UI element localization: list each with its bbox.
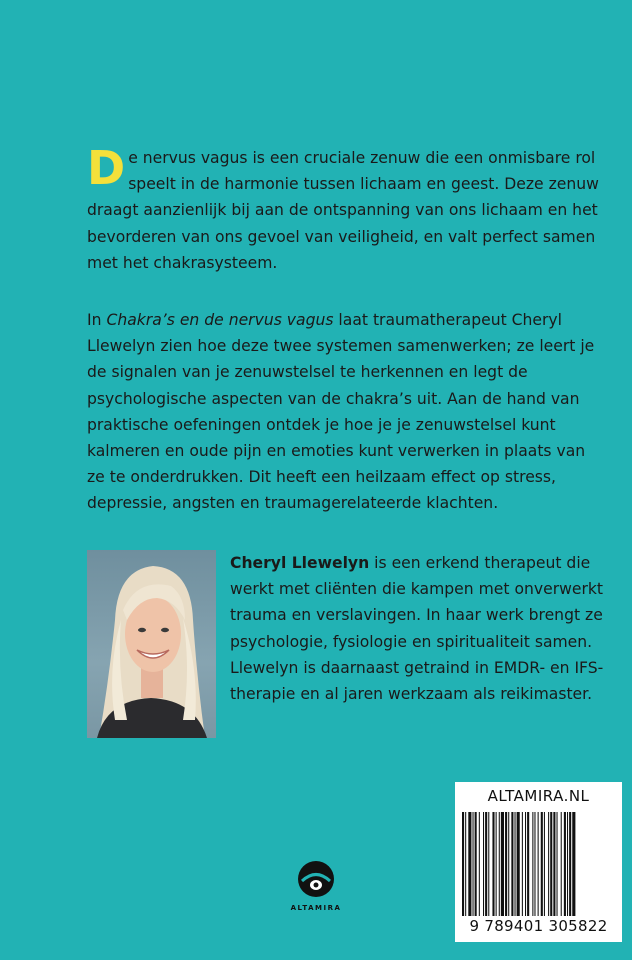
barcode-bar [508, 812, 509, 916]
author-bio [230, 550, 610, 707]
barcode-bar [569, 812, 571, 916]
barcode-bar [572, 812, 575, 916]
publisher-name: ALTAMIRA [290, 904, 342, 912]
publisher-logo [286, 860, 346, 912]
author-bio-text: is een erkend therapeut die werkt met cliënten die kampen met onverwerkt trauma en verslavingen. In haar werk brengt ze psychologie, fysiologie en spiritualiteit samen. Llewelyn is daarnaast getraind in EMDR- en IFS-therapie en al jaren werkzaam als reikimaster. [230, 554, 604, 704]
barcode-bar [505, 812, 507, 916]
barcode-bar [483, 812, 484, 916]
author-photo [87, 550, 216, 738]
barcode-bar [485, 812, 487, 916]
barcode-bar [561, 812, 562, 916]
barcode-bar [496, 812, 497, 916]
barcode-bar [488, 812, 489, 916]
barcode-bar [525, 812, 526, 916]
blurb-paragraph-2 [87, 307, 607, 517]
barcode-bar [501, 812, 504, 916]
barcode-bar [527, 812, 529, 916]
barcode-bar [465, 812, 466, 916]
barcode-bar [462, 812, 464, 916]
eye-logo-icon [296, 860, 336, 898]
publisher-website: ALTAMIRA.NL [487, 787, 590, 805]
blurb-paragraph-2-lead: In [87, 311, 107, 329]
author-portrait-illustration [87, 550, 216, 738]
barcode-bar [517, 812, 520, 916]
book-title: Chakra’s en de nervus vagus [106, 311, 334, 329]
barcode-bar [492, 812, 494, 916]
barcode-bar [541, 812, 543, 916]
barcode-bar [479, 812, 480, 916]
barcode-bar [511, 812, 513, 916]
barcode-bar [553, 812, 555, 916]
barcode-bar [557, 812, 558, 916]
barcode-bar [550, 812, 552, 916]
barcode-bar [522, 812, 523, 916]
barcode-bar [475, 812, 477, 916]
drop-cap: D [87, 141, 126, 195]
barcode-panel [455, 782, 622, 942]
barcode-bar [515, 812, 516, 916]
barcode-bar [534, 812, 535, 916]
barcode-bar [544, 812, 545, 916]
author-name: Cheryl Llewelyn [230, 554, 370, 572]
barcode-bar [532, 812, 533, 916]
barcode-bar [468, 812, 471, 916]
blurb-paragraph-1-text: e nervus vagus is een cruciale zenuw die een onmisbare rol speelt in de harmonie tussen lichaam en geest. Deze zenuw draagt aanzienlijk bij aan de ontspanning van ons lichaam en het bevorderen van ons gevoel van veiligheid, en valt perfect samen met het chakrasysteem. [87, 149, 599, 272]
barcode-bar [473, 812, 474, 916]
blurb-paragraph-2-text: laat traumatherapeut Cheryl Llewelyn zien hoe deze twee systemen samenwerken; ze leert je de signalen van je zenuwstelsel te herkennen en legt de psychologische aspecten van de chakra’s uit. Aan de hand van praktische oefeningen ontdek je hoe je je zenuwstelsel kunt kalmeren en oude pijn en emoties kunt verwerken in plaats van ze te onderdrukken. Dit heeft een heilzaam effect op stress, depressie, angsten en traumagerelateerde klachten. [87, 311, 595, 513]
barcode-bar [548, 812, 549, 916]
barcode [462, 812, 615, 916]
barcode-bar [538, 812, 539, 916]
isbn-number: 9 789401 305822 [469, 917, 608, 935]
barcode-bar [499, 812, 500, 916]
barcode-bar [567, 812, 568, 916]
blurb-paragraph-1 [87, 141, 607, 276]
barcode-bar [564, 812, 566, 916]
